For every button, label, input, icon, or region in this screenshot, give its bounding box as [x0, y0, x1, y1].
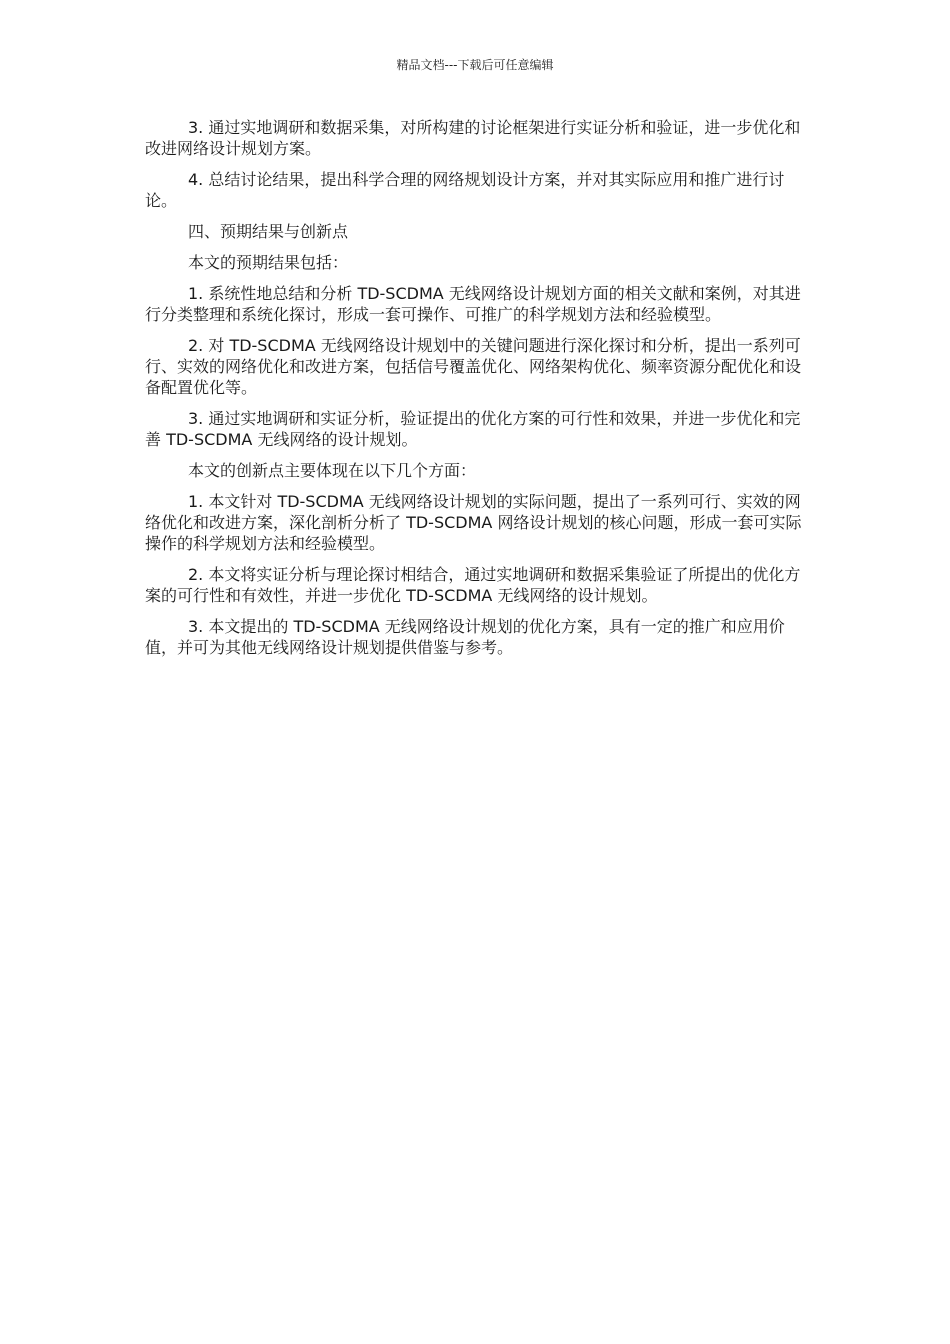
- paragraph-innovation-1: 1. 本文针对 TD-SCDMA 无线网络设计规划的实际问题，提出了一系列可行、实效的网络优化和改进方案，深化剖析分析了 TD-SCDMA 网络设计规划的核心问题，形成一套可实际操作的科学规划方法和经验模型。: [145, 492, 802, 553]
- paragraph-expected-result-3: 3. 通过实地调研和实证分析，验证提出的优化方案的可行性和效果，并进一步优化和完善 TD-SCDMA 无线网络的设计规划。: [145, 409, 801, 449]
- paragraph-expected-result-2: 2. 对 TD-SCDMA 无线网络设计规划中的关键问题进行深化探讨和分析，提出一系列可行、实效的网络优化和改进方案，包括信号覆盖优化、网络架构优化、频率资源分配优化和设备配置优化等。: [145, 336, 802, 397]
- paragraph-innovation-3: 3. 本文提出的 TD-SCDMA 无线网络设计规划的优化方案，具有一定的推广和应用价值，并可为其他无线网络设计规划提供借鉴与参考。: [145, 617, 785, 657]
- paragraph-innovation-2: 2. 本文将实证分析与理论探讨相结合，通过实地调研和数据采集验证了所提出的优化方案的可行性和有效性，并进一步优化 TD-SCDMA 无线网络的设计规划。: [145, 565, 801, 605]
- document-body: [145, 117, 807, 668]
- paragraph-innovation-intro: 本文的创新点主要体现在以下几个方面：: [188, 461, 477, 480]
- paragraph-expected-result-1: 1. 系统性地总结和分析 TD-SCDMA 无线网络设计规划方面的相关文献和案例，对其进行分类整理和系统化探讨，形成一套可操作、可推广的科学规划方法和经验模型。: [145, 284, 801, 324]
- paragraph-expected-results-intro: 本文的预期结果包括：: [188, 253, 349, 272]
- paragraph-research-step-4: 4. 总结讨论结果，提出科学合理的网络规划设计方案，并对其实际应用和推广进行讨论。: [145, 170, 785, 210]
- paragraph-research-step-3: 3. 通过实地调研和数据采集，对所构建的讨论框架进行实证分析和验证，进一步优化和改进网络设计规划方案。: [145, 118, 801, 158]
- page-header: 精品文档---下载后可任意编辑: [396, 58, 554, 72]
- section-heading-expected-results: 四、预期结果与创新点: [188, 222, 349, 241]
